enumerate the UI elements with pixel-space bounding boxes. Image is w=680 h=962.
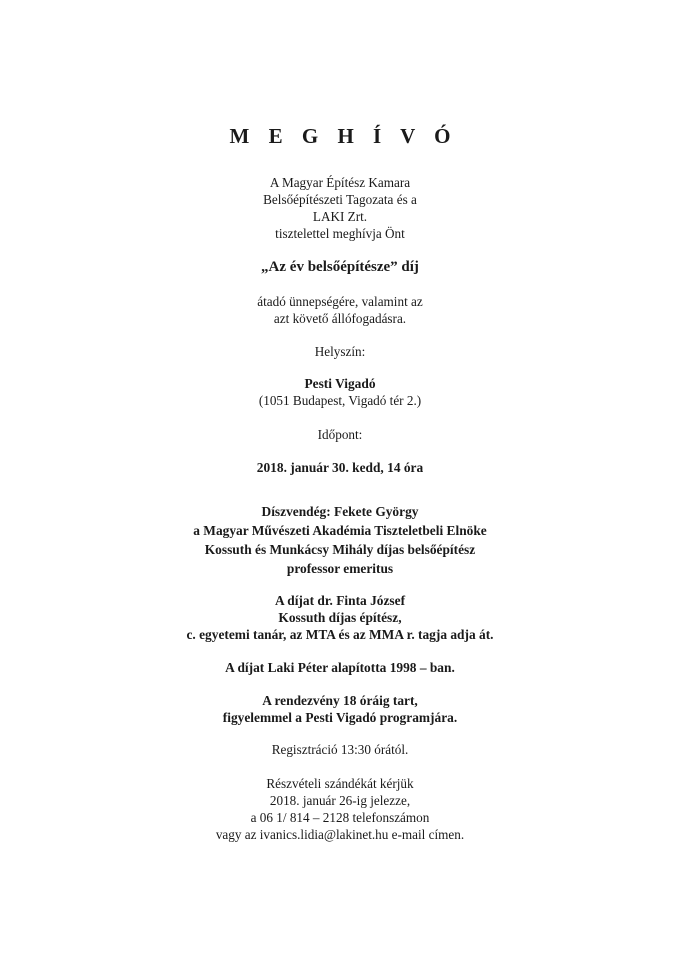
rsvp-line-2: 2018. január 26-ig jelezze,: [269, 793, 411, 808]
registration-line: Regisztráció 13:30 órától.: [271, 742, 409, 757]
ceremony-line-1: átadó ünnepségére, valamint az: [257, 294, 423, 309]
rsvp-line-1: Részvételi szándékát kérjük: [266, 776, 414, 791]
guest-line-2: a Magyar Művészeti Akadémia Tiszteletbeli Elnöke: [193, 523, 487, 538]
presenter-line-1: A díjat dr. Finta József: [274, 593, 406, 608]
duration-line-1: A rendezvény 18 óráig tart,: [262, 693, 418, 708]
guest-line-1: Díszvendég: Fekete György: [261, 504, 419, 519]
time-value: 2018. január 30. kedd, 14 óra: [256, 460, 424, 475]
presenter-line-2: Kossuth díjas építész,: [278, 610, 402, 625]
venue-label: Helyszín:: [314, 344, 366, 359]
organizer-line-2: Belsőépítészeti Tagozata és a: [263, 192, 417, 207]
founded-line: A díjat Laki Péter alapította 1998 – ban.: [225, 660, 455, 675]
award-name: „Az év belsőépítésze” díj: [261, 259, 419, 275]
presenter-line-3: c. egyetemi tanár, az MTA és az MMA r. tagja adja át.: [186, 627, 494, 642]
venue-name: Pesti Vigadó: [304, 376, 376, 391]
rsvp-line-3: a 06 1/ 814 – 2128 telefonszámon: [250, 810, 430, 825]
venue-address: (1051 Budapest, Vigadó tér 2.): [258, 393, 422, 408]
ceremony-line-2: azt követő állófogadásra.: [273, 311, 407, 326]
rsvp-line-4: vagy az ivanics.lidia@lakinet.hu e-mail címen.: [215, 827, 465, 842]
invitation-title: M E G H Í V Ó: [229, 124, 458, 148]
guest-line-3: Kossuth és Munkácsy Mihály díjas belsőépítész: [204, 542, 476, 557]
organizer-line-1: A Magyar Építész Kamara: [269, 175, 411, 190]
organizer-line-4: tisztelettel meghívja Önt: [275, 226, 405, 241]
time-label: Időpont:: [317, 427, 363, 442]
guest-line-4: professor emeritus: [286, 561, 394, 576]
organizer-line-3: LAKI Zrt.: [312, 209, 368, 224]
duration-line-2: figyelemmel a Pesti Vigadó programjára.: [222, 710, 458, 725]
